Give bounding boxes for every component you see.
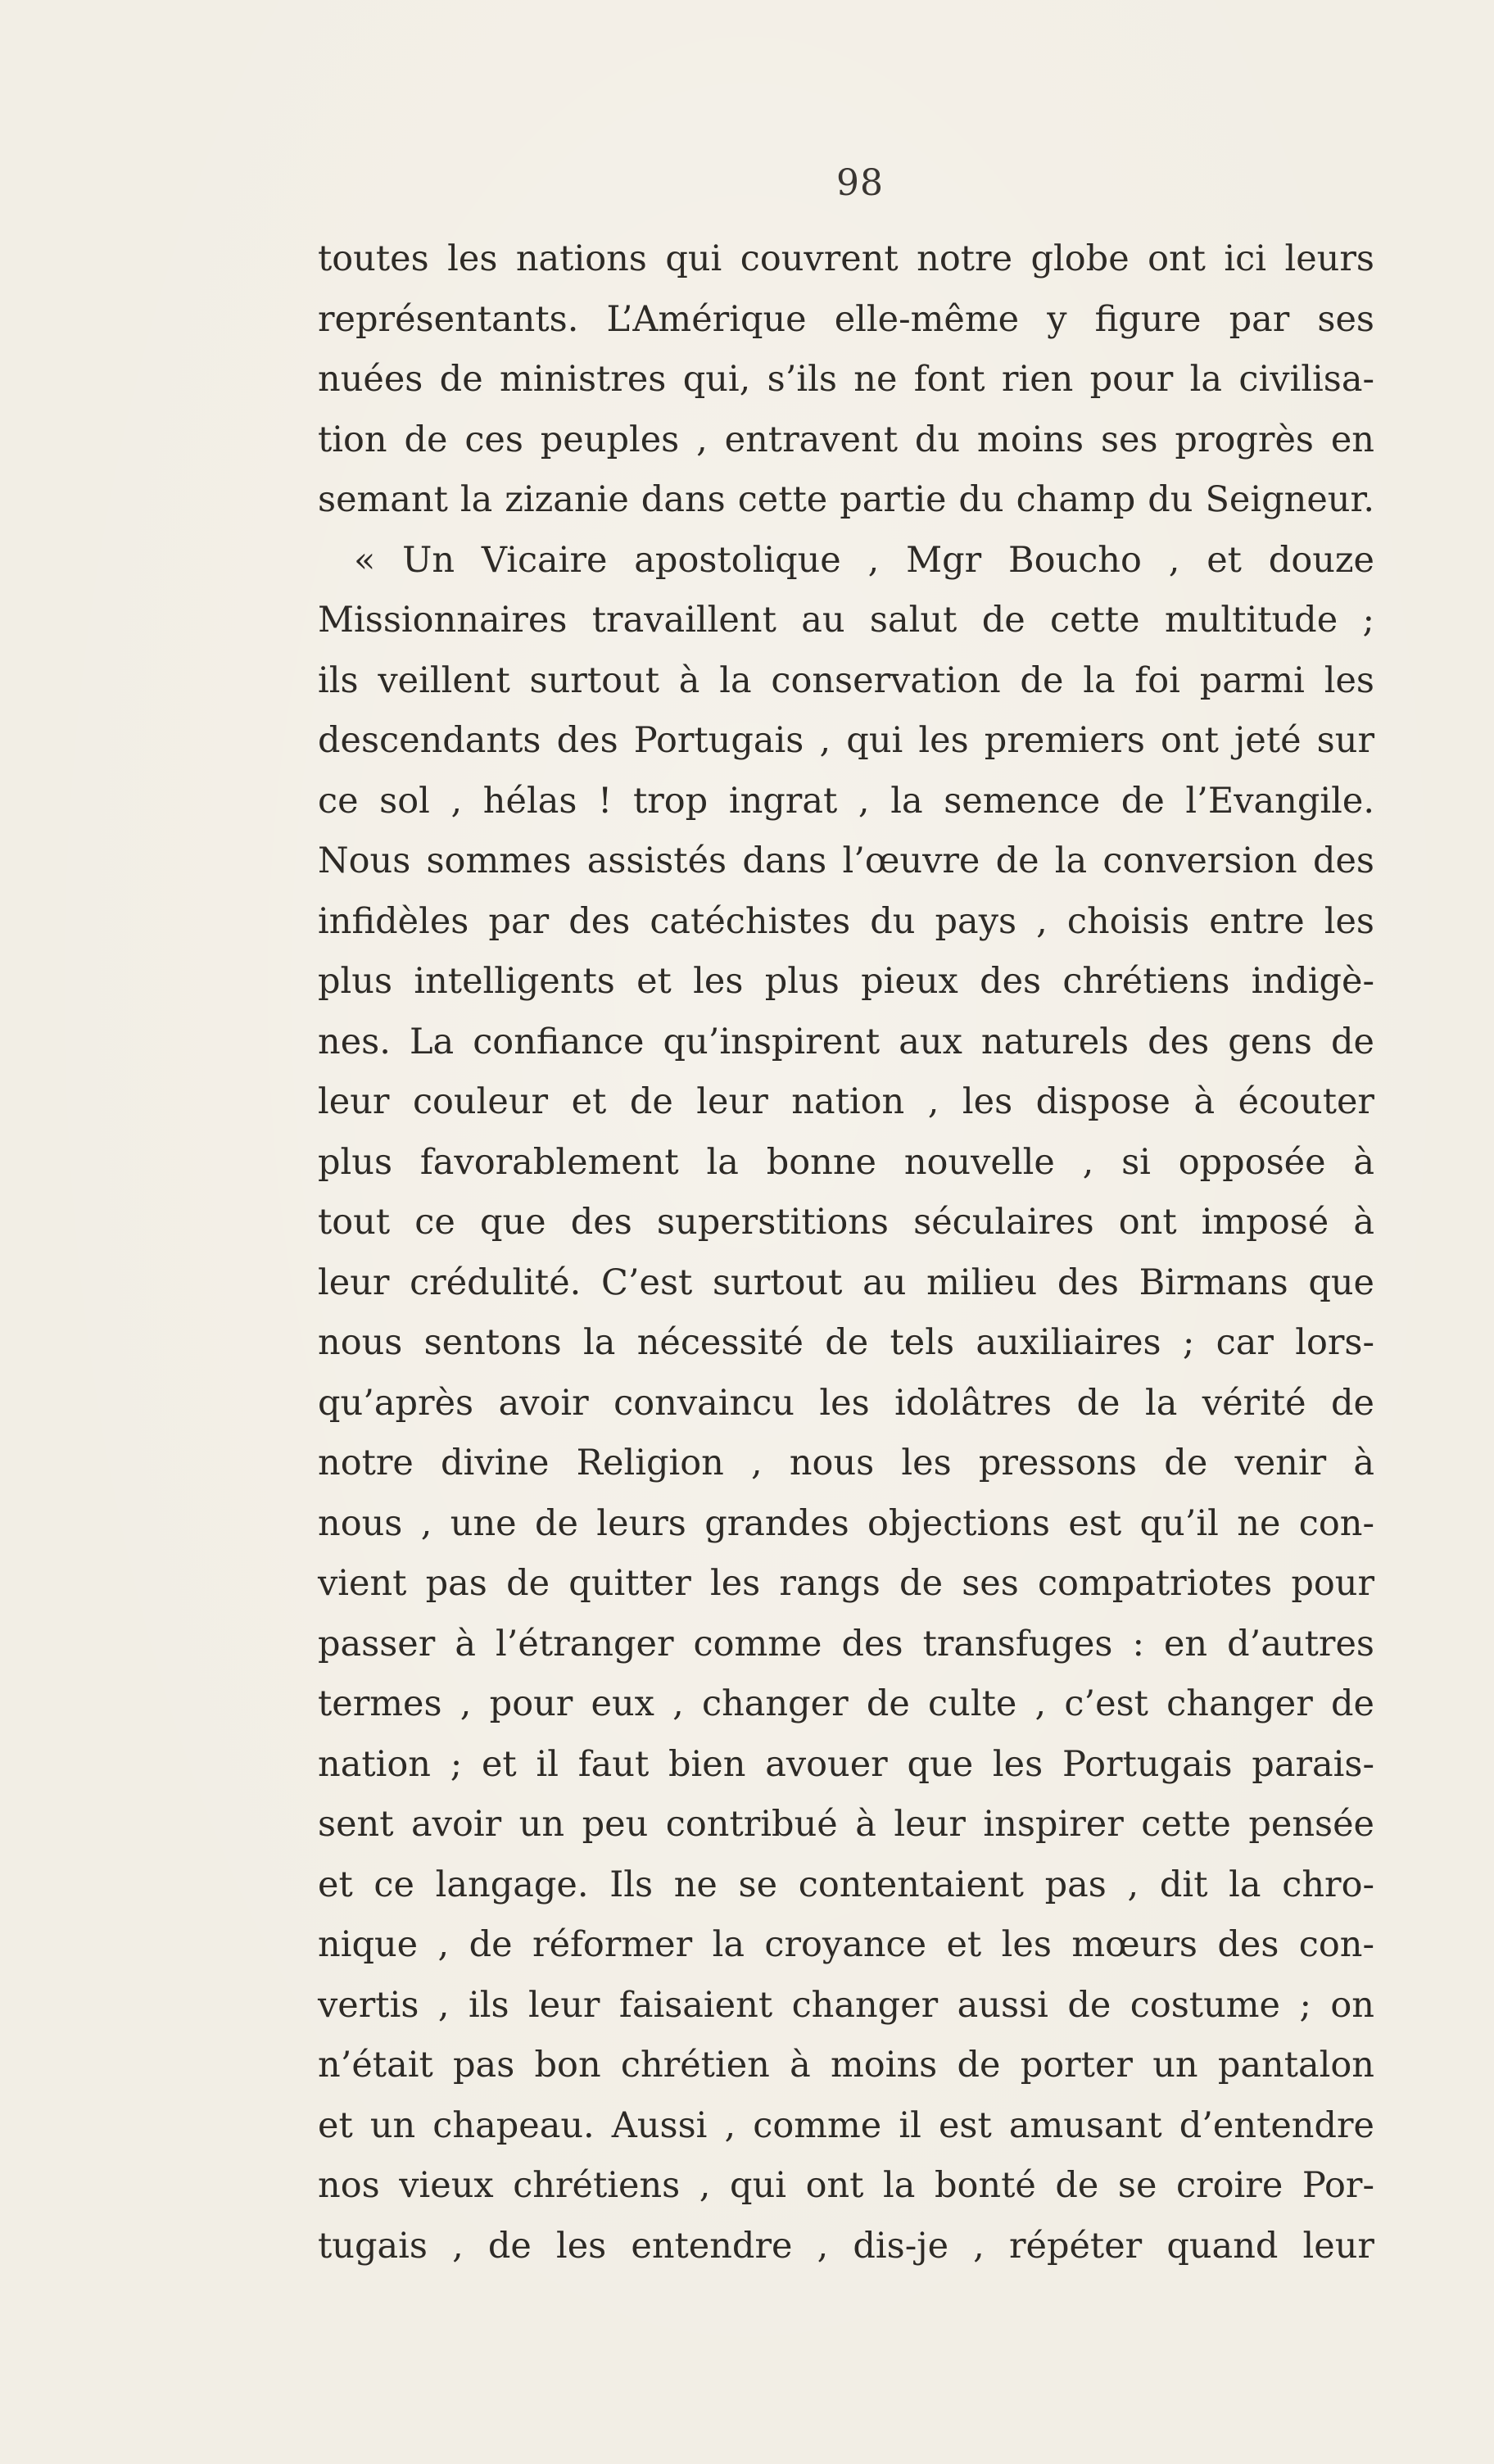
text-line: infidèles par des catéchistes du pays , choisis entre les <box>318 900 1374 942</box>
text-line: ils veillent surtout à la conservation de la foi parmi les <box>318 659 1374 701</box>
body-text <box>318 229 1374 2276</box>
text-line: tout ce que des superstitions séculaires ont imposé à <box>318 1202 1374 1243</box>
text-line: passer à l’étranger comme des transfuges : en d’autres <box>318 1623 1374 1665</box>
text-line: nique , de réformer la croyance et les mœurs des con- <box>318 1924 1374 1965</box>
text-line: nos vieux chrétiens , qui ont la bonté de se croire Por- <box>318 2165 1374 2206</box>
text-line: nous sentons la nécessité de tels auxiliaires ; car lors- <box>318 1322 1374 1363</box>
text-line: Missionnaires travaillent au salut de cette multitude ; <box>318 600 1374 641</box>
page-number: 98 <box>836 162 884 204</box>
text-line: semant la zizanie dans cette partie du champ du Seigneur. <box>318 479 1374 520</box>
text-line: et un chapeau. Aussi , comme il est amusant d’entendre <box>318 2104 1374 2146</box>
text-line: notre divine Religion , nous les pressons de venir à <box>318 1443 1374 1483</box>
text-line: qu’après avoir convaincu les idolâtres de la vérité de <box>318 1382 1374 1424</box>
text-line: tion de ces peuples , entravent du moins ses progrès en <box>318 419 1374 460</box>
text-line: Nous sommes assistés dans l’œuvre de la conversion des <box>318 840 1374 881</box>
text-line: vient pas de quitter les rangs de ses compatriotes pour <box>318 1563 1374 1604</box>
text-line: toutes les nations qui couvrent notre globe ont ici leurs <box>318 238 1374 279</box>
text-line: nes. La confiance qu’inspirent aux naturels des gens de <box>318 1021 1374 1062</box>
text-line: ce sol , hélas ! trop ingrat , la semence de l’Evangile. <box>318 780 1374 822</box>
text-line: descendants des Portugais , qui les premiers ont jeté sur <box>318 720 1374 761</box>
text-line: plus intelligents et les plus pieux des chrétiens indigè- <box>318 961 1374 1002</box>
text-line: nuées de ministres qui, s’ils ne font rien pour la civilisa- <box>318 359 1374 400</box>
text-line: et ce langage. Ils ne se contentaient pas , dit la chro- <box>318 1864 1374 1905</box>
text-line-paragraph-start: « Un Vicaire apostolique , Mgr Boucho , et douze <box>354 539 1374 581</box>
text-line: tugais , de les entendre , dis-je , répéter quand leur <box>318 2225 1374 2267</box>
text-line: leur crédulité. C’est surtout au milieu des Birmans que <box>318 1261 1374 1303</box>
text-line: nation ; et il faut bien avouer que les Portugais parais- <box>318 1743 1374 1785</box>
text-line: sent avoir un peu contribué à leur inspirer cette pensée <box>318 1804 1374 1845</box>
text-line: termes , pour eux , changer de culte , c’est changer de <box>318 1683 1374 1724</box>
text-line: leur couleur et de leur nation , les dispose à écouter <box>318 1081 1374 1122</box>
text-line: vertis , ils leur faisaient changer aussi de costume ; on <box>318 1984 1374 2026</box>
text-line: représentants. L’Amérique elle-même y figure par ses <box>318 298 1374 340</box>
text-line: n’était pas bon chrétien à moins de porter un pantalon <box>318 2045 1374 2086</box>
text-line: nous , une de leurs grandes objections est qu’il ne con- <box>318 1502 1374 1544</box>
text-line: plus favorablement la bonne nouvelle , si opposée à <box>318 1141 1374 1183</box>
